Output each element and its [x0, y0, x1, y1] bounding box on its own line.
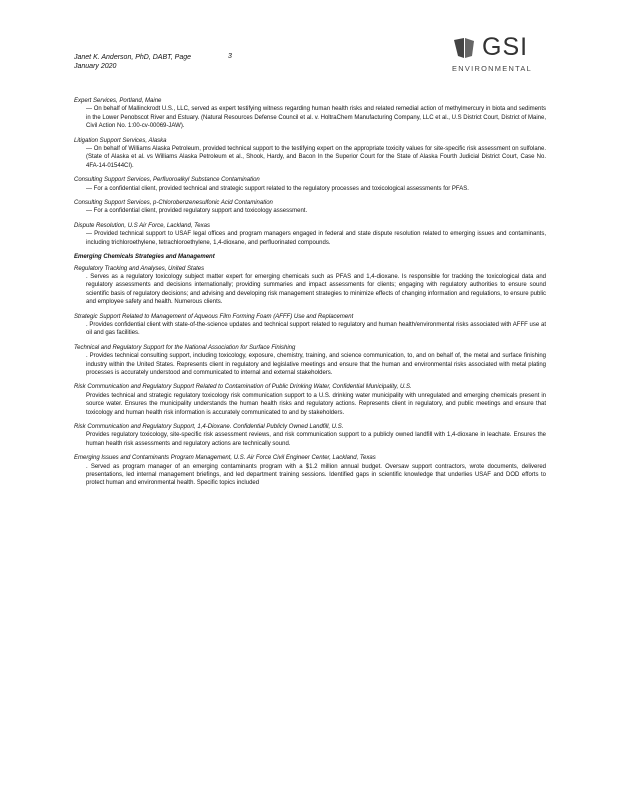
entry-body: . Provides technical consulting support, including toxicology, exposure, chemistry, training, and science communication, to, and on behalf of, the metal and surface finishing industry within the United States. Represents client in regulatory and legislative meetings and ensure that the human and environmental risks associated with metal plating processes is accurately understood and communicated to internal and external stakeholders. — [86, 353, 546, 376]
entry-title: Emerging Issues and Contaminants Program Management, U.S. Air Force Civil Engineer Center, Lackland, Texas — [74, 455, 376, 462]
entry-body: . Served as program manager of an emerging contaminants program with a $1.2 million annual budget. Oversaw support contractors, wrote documents, delivered presentations, led internal management briefings, and led department training sessions. Identified gaps in scientific knowledge that underlies USAF and DOD efforts to protect human and environmental health. Specific topics included — [86, 463, 546, 487]
entry-title: Risk Communication and Regulatory Support, 1,4-Dioxane. Confidential Publicly Owned Landfill, U.S. — [74, 424, 344, 430]
entry-body: Provides technical and strategic regulatory toxicology risk communication support to a U.S. drinking water municipality with unregulated and emerging chemicals present in source water. Ensures the municipality understands the human health risks and regulatory actions. Represents client in regulatory, and public meetings and ensure that toxicology and human health risk information is accurately communicated to and by stakeholders. — [86, 392, 546, 416]
logo-subtitle: ENVIRONMENTAL — [452, 64, 533, 73]
entry-title: Litigation Support Services, Alaska — [74, 137, 167, 144]
entry-body: Provides regulatory toxicology, site-specific risk assessment reviews, and risk communication support to a publicly owned landfill with 1,4-dioxane in leachate. Ensures the human health risk assessments and regulatory actions are technically sound. — [86, 432, 546, 447]
entry-drinking-water — [74, 383, 546, 417]
running-header — [74, 53, 274, 71]
entry-title: Expert Services, Portland, Maine — [74, 98, 162, 104]
logo-wordmark: GSI — [482, 33, 529, 61]
entry-expert-services — [74, 97, 546, 131]
entry-body: — Provided technical support to USAF legal offices and program managers engaged in federal and state dispute resolution related to emerging issues and contaminants, including trichloroethylene, tetrachloroethylene, 1,4-dioxane, and perfluorinated compounds. — [86, 231, 546, 246]
gsi-wing-icon — [452, 36, 480, 60]
gsi-logo — [452, 33, 556, 74]
section-heading: Emerging Chemicals Strategies and Management — [74, 254, 215, 261]
entry-body: — For a confidential client, provided technical and strategic support related to the regulatory processes and toxicological assessments for PFAS. — [86, 185, 469, 192]
entry-landfill-dioxane — [74, 423, 546, 448]
entry-title: Dispute Resolution, U.S Air Force, Lackland, Texas — [74, 222, 210, 229]
entry-title: Strategic Support Related to Management of Aqueous Film Forming Foam (AFFF) Use and Replacement — [74, 313, 354, 320]
entry-body: . Provides confidential client with state-of-the-science updates and technical support related to regulatory and human health/environmental risks associated with AFFF use at oil and gas facilities. — [86, 321, 546, 337]
entry-afff-support — [74, 313, 546, 338]
entry-regulatory-tracking — [74, 265, 546, 307]
entry-body: — On behalf of Williams Alaska Petroleum, provided technical support to the testifying expert on the appropriate toxicity values for site-specific risk assessment on sulfolane. (State of Alaska et al. vs Williams Alaska Petroleum et al., Shook, Hardy, and Bacon In the Superior Court for the State of Alaska Fourth Judicial District Court, Case No. 4FA-14-01544CI). — [86, 146, 546, 169]
entry-body: — For a confidential client, provided regulatory support and toxicology assessment. — [86, 208, 308, 215]
entry-pcbsa-consulting — [74, 199, 546, 216]
entry-title: Consulting Support Services, p-Chlorobenzenesulfonic Acid Contamination — [74, 200, 273, 207]
entry-body: — On behalf of Mallinckrodt U.S., LLC, served as expert testifying witness regarding human health risks and related remedial action of methylmercury in biota and sediments in the Lower Penobscot River and Estuary. (Natural Resources Defense Council et al. v. HoltraChem Manufacturing Company, LLC et al., U.S District Court, District of Maine, Civil Action No. 1:00-cv-00069-JAW). — [86, 106, 546, 130]
document-body — [74, 97, 546, 494]
entry-title: Regulatory Tracking and Analyses, United States — [74, 265, 205, 272]
entry-usaf-program — [74, 454, 546, 488]
entry-dispute-resolution — [74, 222, 546, 247]
entry-title: Technical and Regulatory Support for the National Association for Surface Finishing — [74, 344, 296, 351]
entry-title: Consulting Support Services, Perfluoroalkyl Substance Contamination — [74, 177, 260, 184]
entry-litigation-support — [74, 137, 546, 171]
entry-body: . Serves as a regulatory toxicology subject matter expert for emerging chemicals such as PFAS and 1,4-dioxane. Is responsible for tracking the toxicological data and regulatory assessments and decisions internationally; providing summaries and impact assessments for clients; engaging with regulatory authorities to ensure sound scientific basis of regulatory decisions; and advising and developing risk management strategies to minimize effects of changing information and regulations, to ensure public and employee safety and health. Numerous clients. — [86, 273, 546, 306]
page-number: 3 — [228, 53, 232, 60]
entry-title: Risk Communication and Regulatory Support Related to Contamination of Public Drinking Water, Confidential Municipality, U.S. — [74, 384, 412, 391]
entry-pfas-consulting — [74, 176, 546, 193]
header-author: Janet K. Anderson, PhD, DABT, Page — [74, 54, 191, 61]
header-date: January 2020 — [74, 63, 117, 70]
entry-nasf-support — [74, 344, 546, 378]
